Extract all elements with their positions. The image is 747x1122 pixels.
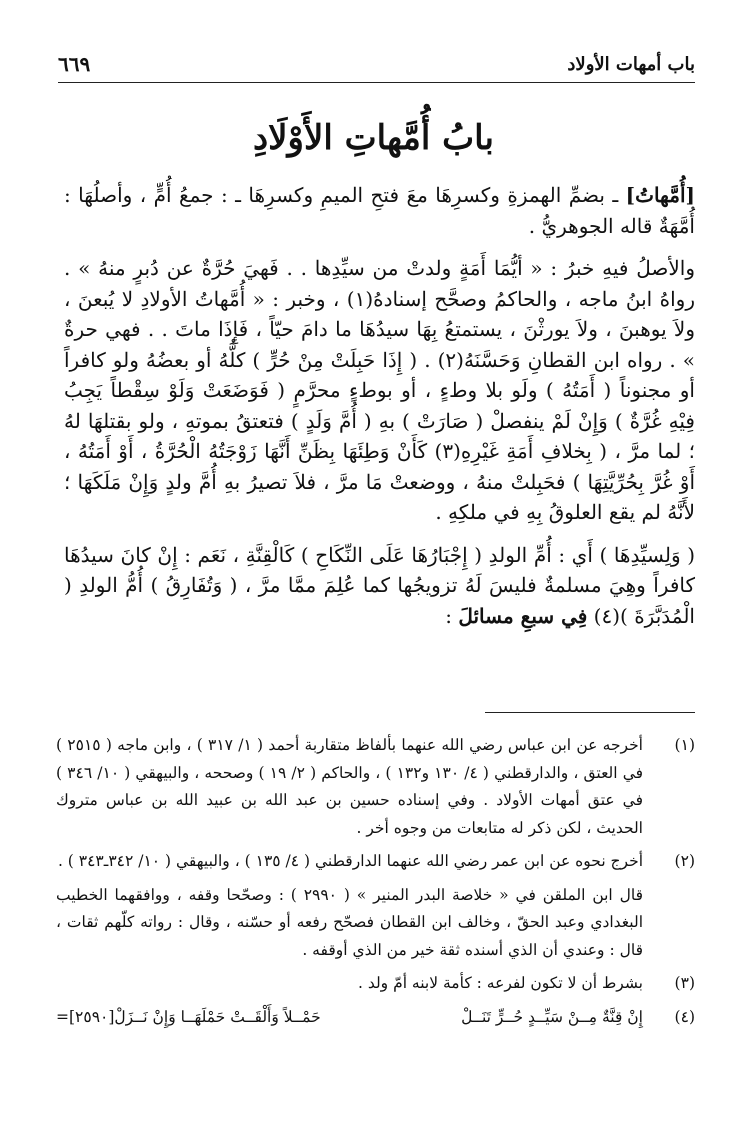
footnotes [56, 732, 695, 1037]
footnote-text: أخرجه عن ابن عباس رضي الله عنهما بألفاظ متقاربة أحمد ( ١/ ٣١٧ ) ، وابن ماجه ( ٢٥١٥ ) في العتق ، والدارقطني ( ٤/ ١٣٠ و١٣٢ ) ، والحاكم ( ٢/ ١٩ ) وصححه ، والبيهقي ( ١٠/ ٣٤٦ ) في عتق أمهات الأولاد . وفي إسناده حسين بن عبد الله بن عبيد الله بن عباس متروك الحديث ، لكن ذكر له متابعات من وجوه أخر . [56, 736, 644, 837]
paragraph-3-end: : [445, 603, 459, 628]
verse-line [56, 1004, 643, 1032]
verse-first-half: إِنْ قِنَّةٌ مِــنْ سَيِّــدٍ حُــرٍّ تَنَــلْ [461, 1007, 643, 1026]
running-header [58, 48, 695, 83]
paragraph-1 [64, 180, 695, 241]
footnote-continuation [56, 882, 695, 965]
footnote-number: (٢) [674, 852, 695, 870]
paragraph-3-bold: فِي سبعِ مسائلَ [458, 603, 588, 628]
verse-second-half: حَمْــلاً وَأَلْقَــتْ حَمْلَهَــا وَإِنْ نَــزَلْ[٢٥٩٠]= [56, 1007, 321, 1026]
footnote-text: قال ابن الملقن في « خلاصة البدر المنير » ( ٢٩٩٠ ) : وصحّحا وقفه ، ووافقهما الخطيب البغدادي وعبد الحقّ ، وخالف ابن القطان فصحّح رفعه أو حسّنه ، وقال : رواته كلّهم ثقات ، قال : وعندي أن الذي أسنده ثقة خير من الذي أوقفه . [56, 885, 643, 959]
footnote-number: (١) [674, 736, 695, 754]
footnote-separator [485, 712, 695, 713]
chapter-title: بابُ أُمَّهاتِ الأَوْلَادِ [253, 118, 494, 158]
footnote [56, 848, 695, 876]
footnote [56, 970, 695, 998]
footnote-number: (٤) [674, 1007, 695, 1026]
main-text [64, 180, 695, 643]
term-heading: [أُمَّهاتُ] [625, 183, 695, 207]
footnote-text: بشرط أن لا تكون لفرعه : كأمة لابنه أمّ ولد . [357, 974, 643, 992]
paragraph-3-text: ( وَلِسيِّدِهَا ) أَي : أُمِّ الولدِ ( إِجْبَارُهَا عَلَى النِّكَاحِ ) كَالْقِنَّةِ ، نَعَم : إِنْ كانَ سيدُهَا كافراً وهِيَ مسلمةٌ فليسَ لَهُ تزويجُها كما عُلِمَ ممَّا مرَّ ، ( وَتُفَارِقُ ) أُمُّ الولدِ ( الْمُدَبَّرَةَ )(٤) [64, 542, 695, 628]
footnote-number: (٣) [674, 974, 695, 992]
footnote-verse [56, 1004, 695, 1032]
paragraph-1-text: ـ بضمِّ الهمزةِ وكسرِهَا معَ فتحِ الميمِ وكسرِهَا ـ : جمعُ أُمٍّ ، وأصلُهَا : أُمَّهَةٌ قاله الجوهريُّ . [64, 183, 695, 238]
footnote-text: أخرج نحوه عن ابن عمر رضي الله عنهما الدارقطني ( ٤/ ١٣٥ ) ، والبيهقي ( ١٠/ ٣٤٢ـ٣٤٣ ) . [57, 852, 643, 870]
paragraph-3 [64, 540, 695, 632]
paragraph-2: والأصلُ فيهِ خبرُ : « أيُّمَا أَمَةٍ ولدتْ من سيِّدِها . . فَهيَ حُرَّةٌ عن دُبرٍ منهُ » . رواهُ ابنُ ماجه ، والحاكمُ وصحَّح إسنادهُ(١) ، وخبر : « أُمَّهاتُ الأولادِ لا يُبعنَ ، ولاَ يوهبنَ ، ولاَ يورثْنَ ، يستمتعُ بِهَا سيدُهَا ما دامَ حيّاً ، فَإِذَا ماتَ . . فهي حرةٌ » . رواه ابن القطانِ وَحَسَّنَهُ(٢) . ( إِذَا حَبِلَتْ مِنْ حُرٍّ ) كلُّهُ أو بعضُهُ ولو كافراً أو مجنوناً ( أَمَتُهُ ) ولَو بلا وطءٍ ، أو بوطءٍ محرَّمٍ ( فَوَضَعَتْ وَلَوْ سِقْطاً يَجِبُ فِيْهِ غُرَّةٌ ) وَإِنْ لَمْ ينفصلْ ( صَارَتْ ) بهِ ( أُمَّ وَلَدٍ ) فتعتقُ بموتهِ ، ولو بقتلهَا لهُ ؛ لما مرَّ ، ( بِخلافِ أَمَةِ غَيْرِهِ(٣) كَأَنْ وَطِئَهَا بِظَنِّ أَنَّهَا زَوْجَتُهُ الْحُرَّةُ ، أَوْ أَمَتُهُ ، أَوْ غُرَّ بِحُرِّيَّتِهَا ) فحَبِلتْ منهُ ، ووضعتْ مَا مرَّ ، فلاَ تصيرُ بهِ أُمَّ ولدٍ وَإِنْ مَلَكَهَا ؛ لأَنَّهُ لم يقع العلوقُ بِهِ في ملكِهِ . [64, 256, 696, 524]
header-title: باب أمهات الأولاد [567, 54, 695, 75]
footnote [56, 732, 695, 842]
page-number: ٦٦٩ [58, 52, 91, 76]
